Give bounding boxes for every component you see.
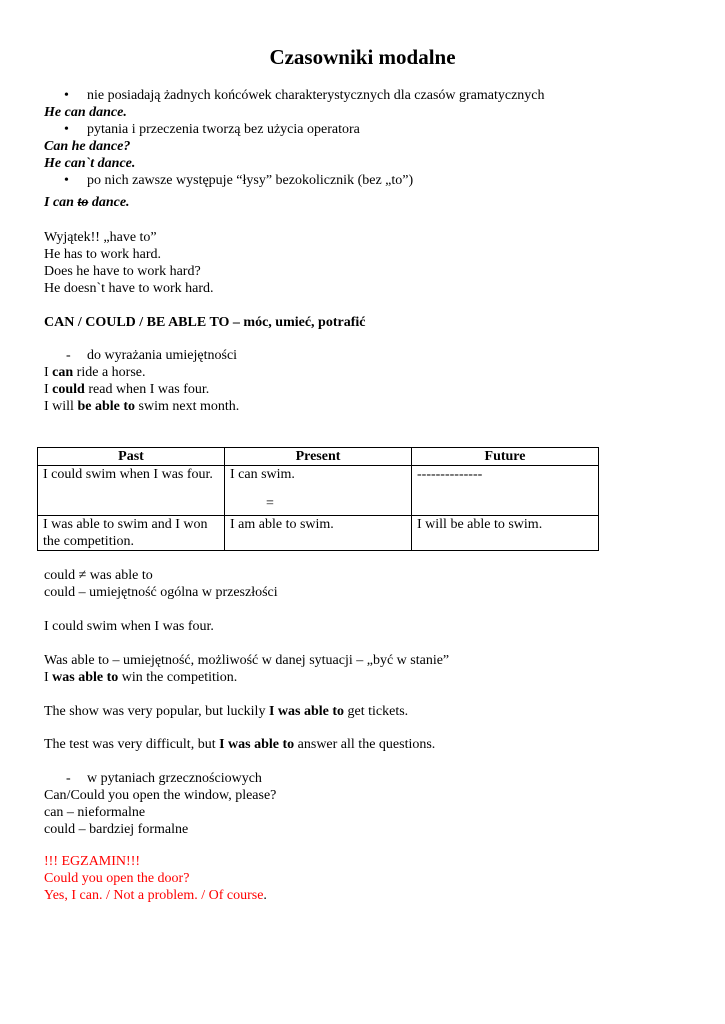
- note-line: could – bardziej formalne: [44, 822, 189, 837]
- tenses-table: [37, 447, 599, 551]
- dash-item-text: do wyrażania umiejętności: [87, 348, 238, 363]
- exception-line: Does he have to work hard?: [44, 264, 201, 279]
- note-line: I was able to win the competition.: [44, 670, 238, 685]
- table-row: [38, 516, 599, 551]
- table-row: [38, 466, 599, 516]
- table-cell: I am able to swim.: [225, 516, 412, 551]
- dash-marker: -: [66, 771, 71, 786]
- struck-word: to: [77, 195, 89, 210]
- note-line: The test was very difficult, but I was able to answer all the questions.: [44, 737, 436, 752]
- bullet-icon: •: [64, 122, 69, 137]
- column-header-present: Present: [225, 448, 412, 466]
- example-sentence: I can to dance.: [44, 195, 130, 210]
- exam-heading: !!! EGZAMIN!!!: [44, 854, 141, 869]
- bullet-text: nie posiadają żadnych końcówek charakterystycznych dla czasów gramatycznych: [87, 88, 545, 103]
- bullet-text: pytania i przeczenia tworzą bez użycia operatora: [87, 122, 360, 137]
- example-sentence: Can he dance?: [44, 139, 131, 154]
- table-cell: I was able to swim and I won the competition.: [38, 516, 225, 551]
- example-sentence: I will be able to swim next month.: [44, 399, 240, 414]
- dash-marker: -: [66, 348, 71, 363]
- exam-question: Could you open the door?: [44, 871, 190, 886]
- exception-line: He doesn`t have to work hard.: [44, 281, 214, 296]
- example-sentence: I can ride a horse.: [44, 365, 146, 380]
- table-cell: --------------: [412, 466, 599, 516]
- note-line: could ≠ was able to: [44, 568, 153, 583]
- table-cell: I could swim when I was four.: [38, 466, 225, 516]
- bullet-icon: •: [64, 88, 69, 103]
- column-header-past: Past: [38, 448, 225, 466]
- equals-sign: =: [266, 496, 274, 511]
- example-sentence: He can dance.: [44, 105, 127, 120]
- example-sentence: I could read when I was four.: [44, 382, 210, 397]
- exception-line: He has to work hard.: [44, 247, 162, 262]
- column-header-future: Future: [412, 448, 599, 466]
- dash-item-text: w pytaniach grzecznościowych: [87, 771, 262, 786]
- exception-title: Wyjątek!! „have to”: [44, 230, 157, 245]
- note-line: can – nieformalne: [44, 805, 146, 820]
- example-sentence: He can`t dance.: [44, 156, 136, 171]
- note-line: The show was very popular, but luckily I was able to get tickets.: [44, 704, 409, 719]
- bullet-text: po nich zawsze występuje “łysy” bezokolicznik (bez „to”): [87, 173, 414, 188]
- page-title: Czasowniki modalne: [269, 45, 456, 69]
- note-line: I could swim when I was four.: [44, 619, 214, 634]
- table-header-row: [38, 448, 599, 466]
- note-line: could – umiejętność ogólna w przeszłości: [44, 585, 278, 600]
- table-cell: I will be able to swim.: [412, 516, 599, 551]
- section-heading: CAN / COULD / BE ABLE TO – móc, umieć, potrafić: [44, 315, 366, 330]
- bullet-icon: •: [64, 173, 69, 188]
- note-line: Can/Could you open the window, please?: [44, 788, 277, 803]
- table-cell: I can swim. =: [225, 466, 412, 516]
- exam-answer: Yes, I can. / Not a problem. / Of course.: [44, 888, 267, 903]
- note-line: Was able to – umiejętność, możliwość w danej sytuacji – „być w stanie”: [44, 653, 450, 668]
